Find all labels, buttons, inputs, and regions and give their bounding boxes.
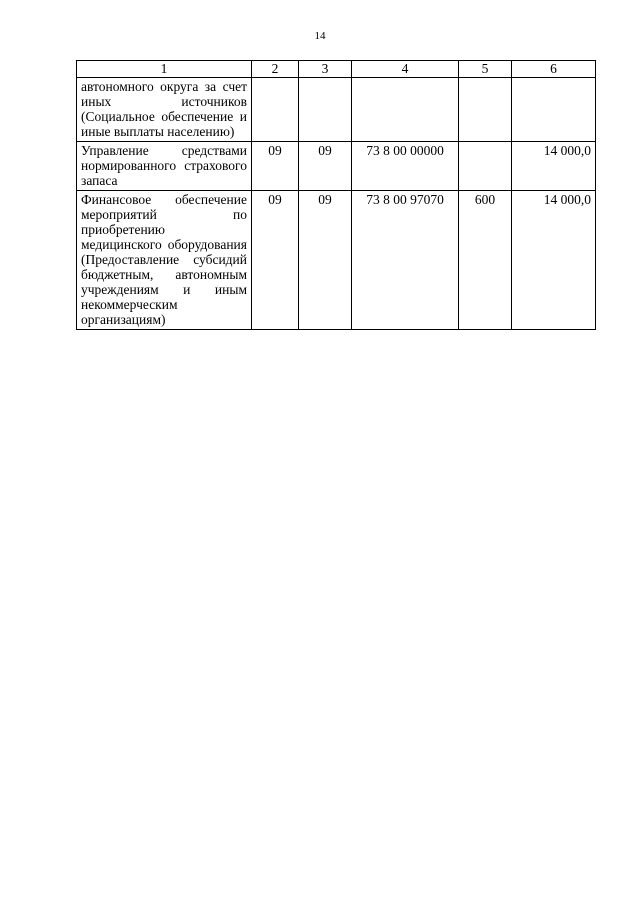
table-row <box>77 191 596 330</box>
row-name: автономного округа за счет иных источников (Социальное обеспечение и иные выплаты населению) <box>77 78 252 142</box>
row-expense-type <box>459 142 512 191</box>
row-name: Управление средствами нормированного страхового запаса <box>77 142 252 191</box>
row-subsection: 09 <box>299 142 352 191</box>
row-subsection: 09 <box>299 191 352 330</box>
header-col-4: 4 <box>352 61 459 78</box>
row-section: 09 <box>252 142 299 191</box>
row-name: Финансовое обеспечение мероприятий по приобретению медицинского оборудования (Предоставление субсидий бюджетным, автономным учреждениям и иным некоммерческим организациям) <box>77 191 252 330</box>
budget-table <box>76 60 596 330</box>
row-section: 09 <box>252 191 299 330</box>
row-target-code: 73 8 00 97070 <box>352 191 459 330</box>
row-amount <box>512 78 596 142</box>
table-header-row <box>77 61 596 78</box>
table-row <box>77 142 596 191</box>
header-col-1: 1 <box>77 61 252 78</box>
row-expense-type <box>459 78 512 142</box>
header-col-6: 6 <box>512 61 596 78</box>
header-col-3: 3 <box>299 61 352 78</box>
page-number: 14 <box>314 30 326 42</box>
row-target-code: 73 8 00 00000 <box>352 142 459 191</box>
row-amount: 14 000,0 <box>512 142 596 191</box>
row-section <box>252 78 299 142</box>
row-subsection <box>299 78 352 142</box>
table-row <box>77 78 596 142</box>
row-target-code <box>352 78 459 142</box>
header-col-2: 2 <box>252 61 299 78</box>
header-col-5: 5 <box>459 61 512 78</box>
row-amount: 14 000,0 <box>512 191 596 330</box>
row-expense-type: 600 <box>459 191 512 330</box>
